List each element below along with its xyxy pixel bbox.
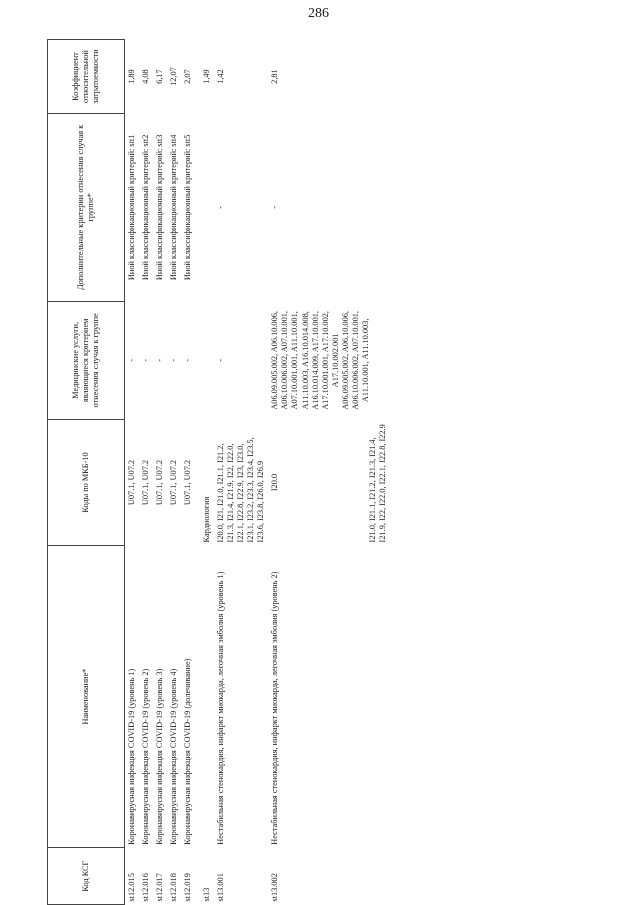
ksg-table — [47, 39, 391, 905]
cell-services: - — [127, 358, 136, 362]
cell-coef: 1,42 — [215, 69, 225, 84]
cell-mkb: U07.1, U07.2 — [183, 459, 193, 506]
table-row — [139, 40, 153, 905]
cell-name: Коронавирусная инфекция COVID-19 (уровень 2) — [141, 668, 151, 845]
cell-mkb: U07.1, U07.2 — [127, 459, 136, 506]
cell-mkb — [268, 420, 390, 546]
cell-services: - — [215, 358, 225, 362]
table-row — [153, 40, 167, 905]
cell-services — [268, 301, 390, 419]
cell-coef: 12,07 — [169, 67, 179, 86]
cell-services: - — [169, 358, 179, 362]
cell-criteria: Иной классификационный критерий: stt5 — [183, 134, 193, 281]
cell-coef: 6,17 — [155, 69, 165, 84]
cell-name: Коронавирусная инфекция COVID-19 (уровень 3) — [155, 668, 165, 845]
cell-name: Коронавирусная инфекция COVID-19 (уровень 4) — [169, 668, 179, 845]
header-criteria: Дополнительные критерии отнесения случая к группе* — [48, 114, 125, 302]
header-services: Медицинские услуги, являющиеся критерием отнесения случая к группе — [48, 301, 125, 419]
cell-criteria: Иной классификационный критерий: stt2 — [141, 134, 151, 281]
cell-criteria: - — [270, 205, 280, 209]
cell-code: st12.018 — [169, 873, 179, 902]
mkb-group-a: I20.0 — [270, 473, 280, 492]
table-row — [268, 40, 390, 905]
table-row — [125, 40, 140, 905]
cell-mkb: U07.1, U07.2 — [169, 459, 179, 506]
cell-coef: 4,08 — [141, 69, 151, 84]
header-name: Наименование* — [48, 545, 125, 847]
cell-code: st12.017 — [155, 873, 165, 902]
section-title: Кардиология — [201, 496, 211, 543]
cell-criteria: - — [215, 205, 225, 209]
cell-coef: 1,89 — [127, 69, 136, 84]
table-row — [214, 40, 269, 905]
table-header-row — [48, 40, 125, 905]
cell-code: st13.001 — [215, 873, 225, 902]
services-group-b: A06.09.005.002, A06.10.006, A06.10.006.002, A07.10.001, A11.10.001, A11.10.003, — [340, 311, 371, 410]
table-row — [167, 40, 181, 905]
cell-criteria: Иной классификационный критерий: stt1 — [127, 134, 136, 281]
cell-criteria: Иной классификационный критерий: stt3 — [155, 134, 165, 281]
section-row — [196, 40, 214, 905]
cell-name: Нестабильная стенокардия, инфаркт миокарда, легочная эмболия (уровень 1) — [215, 571, 225, 845]
cell-code: st12.016 — [141, 873, 151, 902]
cell-mkb: U07.1, U07.2 — [141, 459, 151, 506]
table-row — [181, 40, 195, 905]
cell-services: - — [141, 358, 151, 362]
cell-code: st12.015 — [127, 873, 136, 902]
cell-mkb: I20.0, I21, I21.0, I21.1, I21.2, I21.3, I21.4, I21.9, I22, I22.0, I22.1, I22.8, I22.9, I23, I23.0, I23.1, I23.2, I23.3, I23.4, I23.5, I23.6, I23.8, I26.0, I26.9 — [215, 437, 266, 543]
header-code: Код КСГ — [48, 848, 125, 905]
mkb-group-b: I21.0, I21.1, I21.2, I21.3, I21.4, I21.9, I22, I22.0, I22.1, I22.8, I22.9 — [368, 424, 388, 543]
section-code: st13 — [201, 887, 211, 902]
cell-criteria: Иной классификационный критерий: stt4 — [169, 134, 179, 281]
cell-name: Коронавирусная инфекция COVID-19 (уровень 1) — [127, 668, 136, 845]
cell-coef: 2,81 — [270, 69, 280, 84]
rotated-table-sheet — [47, 20, 640, 905]
cell-name: Нестабильная стенокардия, инфаркт миокарда, легочная эмболия (уровень 2) — [270, 571, 280, 845]
page-number: 286 — [308, 6, 329, 21]
cell-code: st13.002 — [270, 873, 280, 902]
header-coef: Коэффициент относительной затратоемкости — [48, 40, 125, 114]
cell-services: - — [183, 358, 193, 362]
cell-name: Коронавирусная инфекция COVID-19 (долечивание) — [183, 658, 193, 845]
cell-coef: 2,07 — [183, 69, 193, 84]
cell-code: st12.019 — [183, 873, 193, 902]
cell-mkb: U07.1, U07.2 — [155, 459, 165, 506]
header-mkb: Коды по МКБ-10 — [48, 420, 125, 546]
section-coef: 1,49 — [201, 69, 211, 84]
cell-services: - — [155, 358, 165, 362]
services-group-a: A06.09.005.002, A06.10.006, A06.10.006.002, A07.10.001, A07.10.001.001, A11.10.001, A11.10.003, A16.10.014.008, A16.10.014.009, A17.10.001, A17.10.001.001, A17.10.002, A17.10.002.001 — [270, 311, 340, 410]
